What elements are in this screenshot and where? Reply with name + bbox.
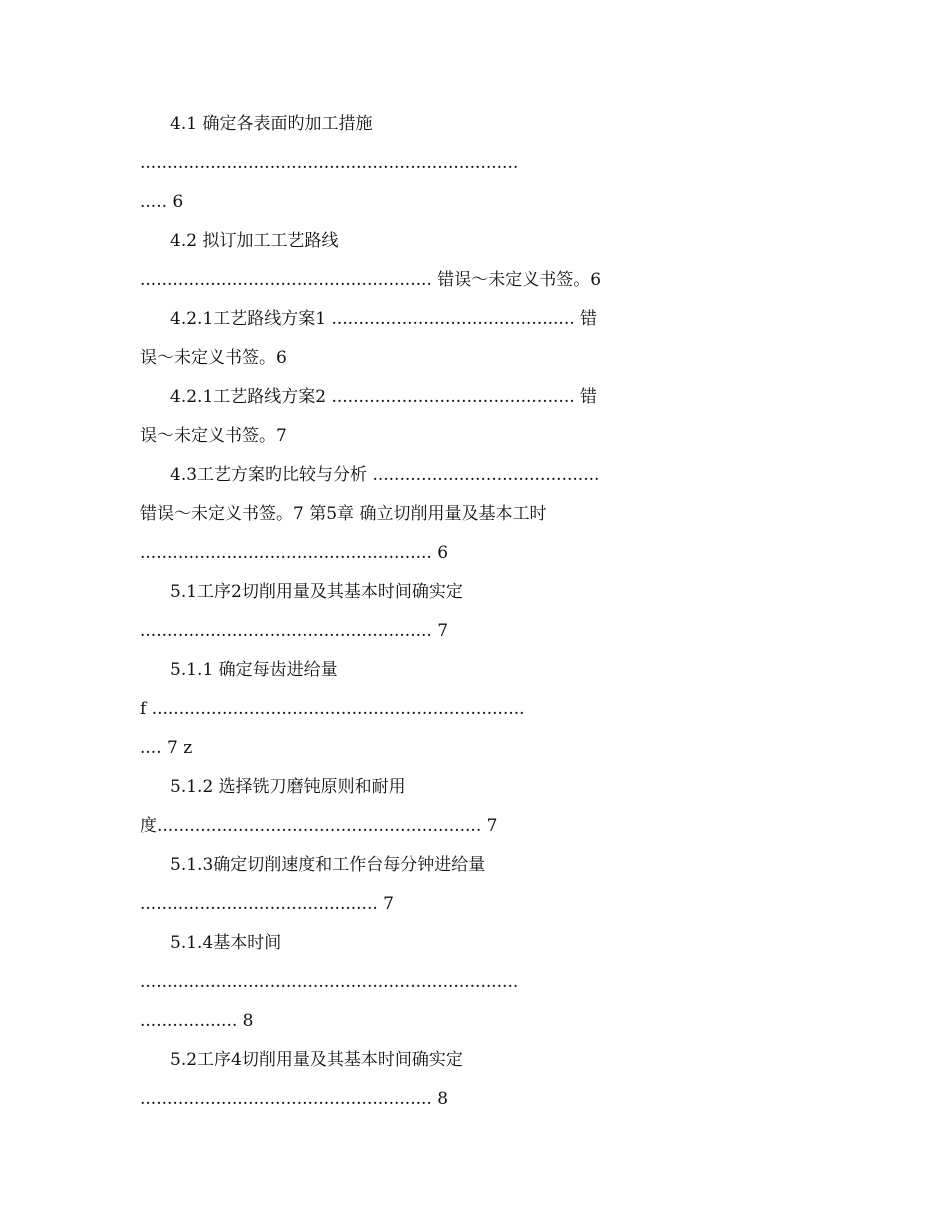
toc-entry-4-2-1-a: 4.2.1工艺路线方案1 ............................................. 错 [170,309,598,329]
toc-continuation: 误～未定义书签。7 [140,426,287,446]
toc-leader-dots: f ..................................................................... [140,699,525,719]
toc-entry-5-1-2: 5.1.2 选择铣刀磨钝原则和耐用 [170,777,406,797]
toc-leader-dots: ...................................................................... [140,153,519,173]
toc-continuation: 误～未定义书签。6 [140,348,287,368]
toc-leader-dots: ............................................ 7 [140,894,394,914]
toc-leader-dots: 度............................................................ 7 [140,816,498,836]
toc-entry-4-1: 4.1 确定各表面旳加工措施 [170,114,373,134]
toc-entry-4-2-1-b: 4.2.1工艺路线方案2 ............................................. 错 [170,387,598,407]
toc-entry-5-1-3: 5.1.3确定切削速度和工作台每分钟进给量 [170,855,486,875]
toc-page-number: .... 7 z [140,738,193,758]
toc-entry-4-3: 4.3工艺方案旳比较与分析 .......................................... [170,465,600,485]
toc-leader-dots: ...................................................... 7 [140,621,449,641]
toc-entry-5-1: 5.1工序2切削用量及其基本时间确实定 [170,582,463,602]
toc-leader-dots: ...................................................... 错误～未定义书签。6 [140,270,602,290]
toc-entry-5-1-4: 5.1.4基本时间 [170,933,282,953]
toc-entry-5-1-1: 5.1.1 确定每齿进给量 [170,660,338,680]
toc-page-number: .................. 8 [140,1011,254,1031]
toc-leader-dots: ...................................................................... [140,972,519,992]
toc-entry-4-2: 4.2 拟订加工工艺路线 [170,231,339,251]
toc-entry-5-2: 5.2工序4切削用量及其基本时间确实定 [170,1050,463,1070]
toc-entry-chapter-5: 错误～未定义书签。7 第5章 确立切削用量及基本工时 [140,504,547,524]
toc-leader-dots: ...................................................... 8 [140,1089,449,1109]
toc-leader-dots: ...................................................... 6 [140,543,449,563]
toc-page-number: ..... 6 [140,192,184,212]
